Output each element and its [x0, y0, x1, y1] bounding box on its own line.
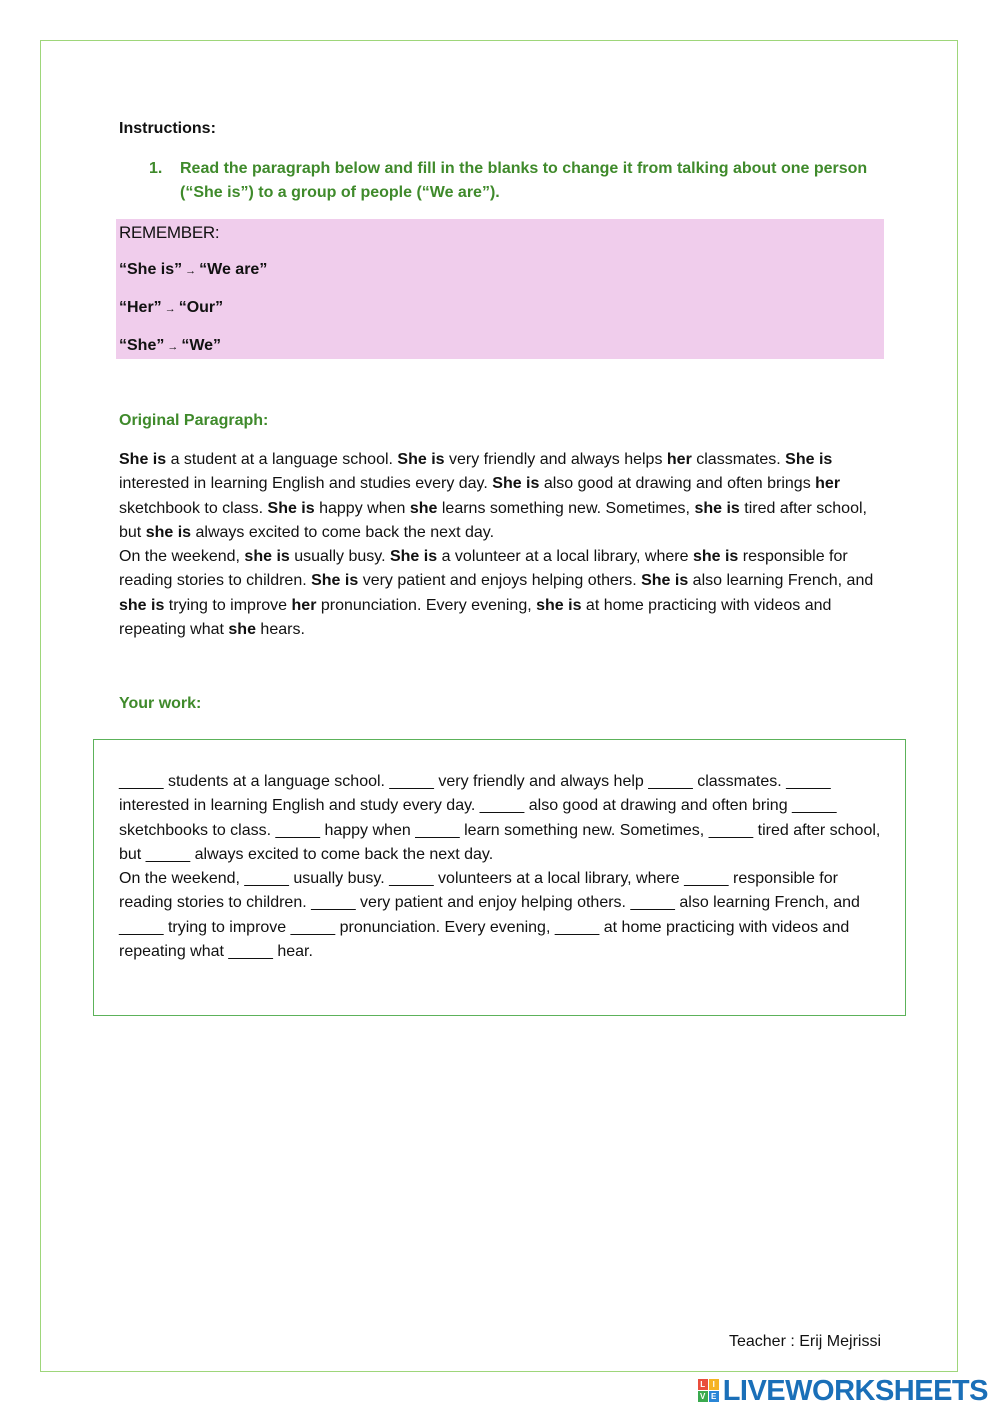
original-paragraph [119, 448, 889, 642]
work-paragraph-1[interactable]: _____ students at a language school. _____ very friendly and always help _____ classmates. _____ interested in learning English and study every day. _____ also good at drawing and often bring _____ sketchbooks to class. _____ happy when _____ learn something new. Sometimes, _____ tired after school, but _____ always excited to come back the next day. [119, 773, 881, 863]
arrow-icon: → [164, 303, 176, 315]
your-work-label: Your work: [119, 695, 202, 712]
instructions-heading: Instructions: [119, 120, 216, 137]
teacher-credit: Teacher : Erij Mejrissi [728, 1333, 881, 1350]
rule-to: “We” [181, 337, 222, 354]
work-paragraph-2[interactable]: On the weekend, _____ usually busy. _____ volunteers at a local library, where _____ responsible for reading stories to children. _____ very patient and enjoy helping others. _____ also learning French, and _____ trying to improve _____ pronunciation. Every evening, _____ at home practicing with videos and repeating what _____ hear. [119, 870, 860, 961]
rule-she [119, 337, 221, 355]
instruction-number: 1. [149, 160, 163, 177]
brand-logo [698, 1375, 988, 1407]
rule-her [119, 299, 223, 317]
arrow-icon: → [185, 265, 197, 277]
rule-from: “Her” [119, 299, 162, 316]
rule-from: “She” [119, 337, 165, 354]
remember-title: REMEMBER: [119, 223, 220, 242]
arrow-icon: → [167, 341, 179, 353]
instruction-item [149, 157, 879, 205]
original-paragraph-2: On the weekend, she is usually busy. She is a volunteer at a local library, where she is responsible for reading stories to children. She is very patient and enjoys helping others. She is also learning French, and she is trying to improve her pronunciation. Every evening, she is at home practicing with videos and repeating what she hears. [119, 548, 874, 639]
rule-to: “We are” [199, 261, 268, 278]
original-paragraph-label: Original Paragraph: [119, 412, 269, 429]
instruction-text: Read the paragraph below and fill in the blanks to change it from talking about one person (“She is”) to a group of people (“We are”). [180, 160, 868, 201]
rule-she-is [119, 261, 267, 279]
original-paragraph-1: She is a student at a language school. She is very friendly and always helps her classmates. She is interested in learning English and studies every day. She is also good at drawing and often brings her sketchbook to class. She is happy when she learns something new. Sometimes, she is tired after school, but she is always excited to come back the next day. [119, 451, 867, 541]
remember-box [116, 219, 884, 359]
brand-name: LIVEWORKSHEETS [722, 1374, 988, 1407]
work-paragraph [119, 770, 889, 964]
rule-from: “She is” [119, 261, 183, 278]
rule-to: “Our” [178, 299, 224, 316]
liveworksheets-logo-icon: L I V E [698, 1379, 720, 1403]
